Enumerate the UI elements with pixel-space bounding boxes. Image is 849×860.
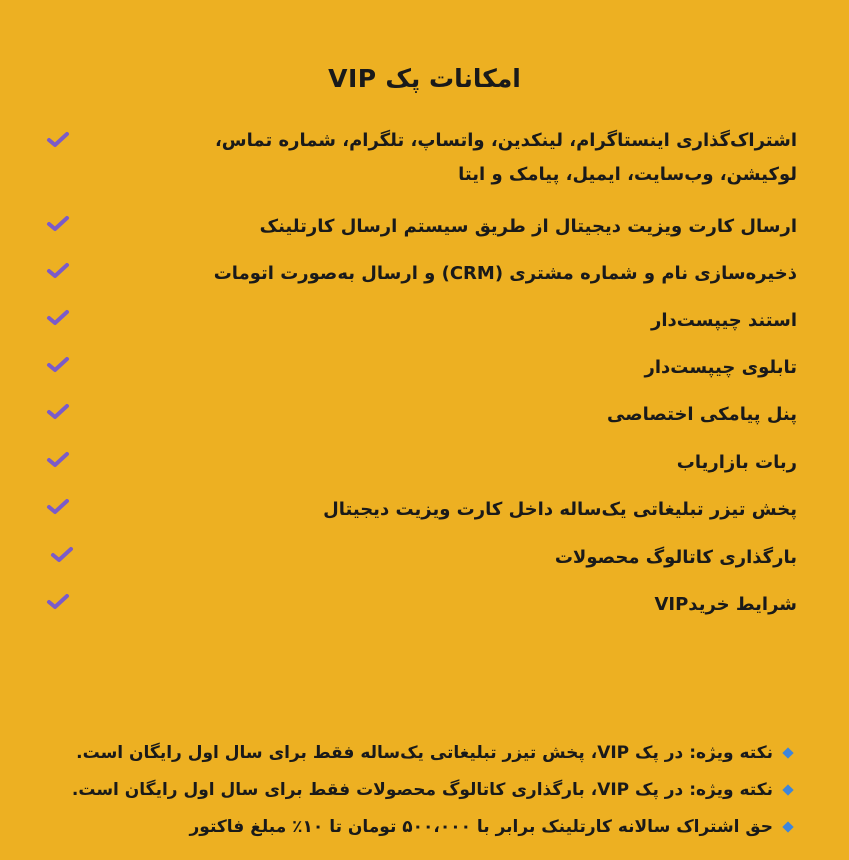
feature-item — [40, 255, 797, 295]
feature-item — [40, 349, 797, 389]
check-icon — [46, 309, 70, 327]
feature-item — [40, 208, 797, 248]
note-text: نکته ویژه: در پک VIP، پخش تیزر تبلیغاتی یک‌ساله فقط برای سال اول رایگان است. — [76, 743, 773, 763]
feature-label: اشتراک‌گذاری اینستاگرام، لینکدین، واتساپ، تلگرام، شماره تماس، لوکیشن، وب‌سایت، ایمیل، پیامک و ایتا — [214, 130, 797, 185]
feature-item — [40, 539, 797, 579]
feature-label: ارسال کارت ویزیت دیجیتال از طریق سیستم ارسال کارتلینک — [259, 216, 797, 237]
check-icon — [46, 451, 70, 469]
note-item — [40, 775, 795, 805]
note-item — [40, 812, 795, 842]
check-icon — [46, 498, 70, 516]
feature-label: استند چیپست‌دار — [650, 310, 797, 331]
feature-item — [40, 444, 797, 484]
note-text: حق اشتراک سالانه کارتلینک برابر با ۵۰۰،۰۰۰ تومان تا ۱۰٪ مبلغ فاکتور — [189, 817, 773, 837]
check-icon — [46, 356, 70, 374]
check-icon — [46, 131, 70, 149]
feature-label: بارگذاری کاتالوگ محصولات — [554, 547, 797, 568]
check-icon — [46, 262, 70, 280]
feature-label: پنل پیامکی اختصاصی — [607, 404, 797, 425]
feature-label: تابلوی چیپست‌دار — [644, 357, 797, 378]
note-item — [40, 738, 795, 768]
feature-label: پخش تیزر تبلیغاتی یک‌ساله داخل کارت ویزیت دیجیتال — [323, 499, 797, 520]
note-text: نکته ویژه: در پک VIP، بارگذاری کاتالوگ محصولات فقط برای سال اول رایگان است. — [71, 780, 773, 800]
check-icon — [46, 593, 70, 611]
feature-label: ذخیره‌سازی نام و شماره مشتری (CRM) و ارسال به‌صورت اتومات — [213, 263, 797, 284]
page-title: امکانات پک VIP — [328, 64, 521, 93]
diamond-bullet-icon — [782, 821, 793, 832]
check-icon — [46, 403, 70, 421]
feature-item — [40, 396, 797, 436]
feature-item — [40, 491, 797, 531]
feature-label: ربات بازاریاب — [676, 452, 797, 473]
check-icon — [50, 546, 74, 564]
diamond-bullet-icon — [782, 784, 793, 795]
diamond-bullet-icon — [782, 747, 793, 758]
feature-item — [40, 302, 797, 342]
feature-label: شرایط خریدVIP — [654, 594, 797, 615]
feature-item — [40, 586, 797, 626]
check-icon — [46, 215, 70, 233]
feature-item — [40, 124, 797, 200]
